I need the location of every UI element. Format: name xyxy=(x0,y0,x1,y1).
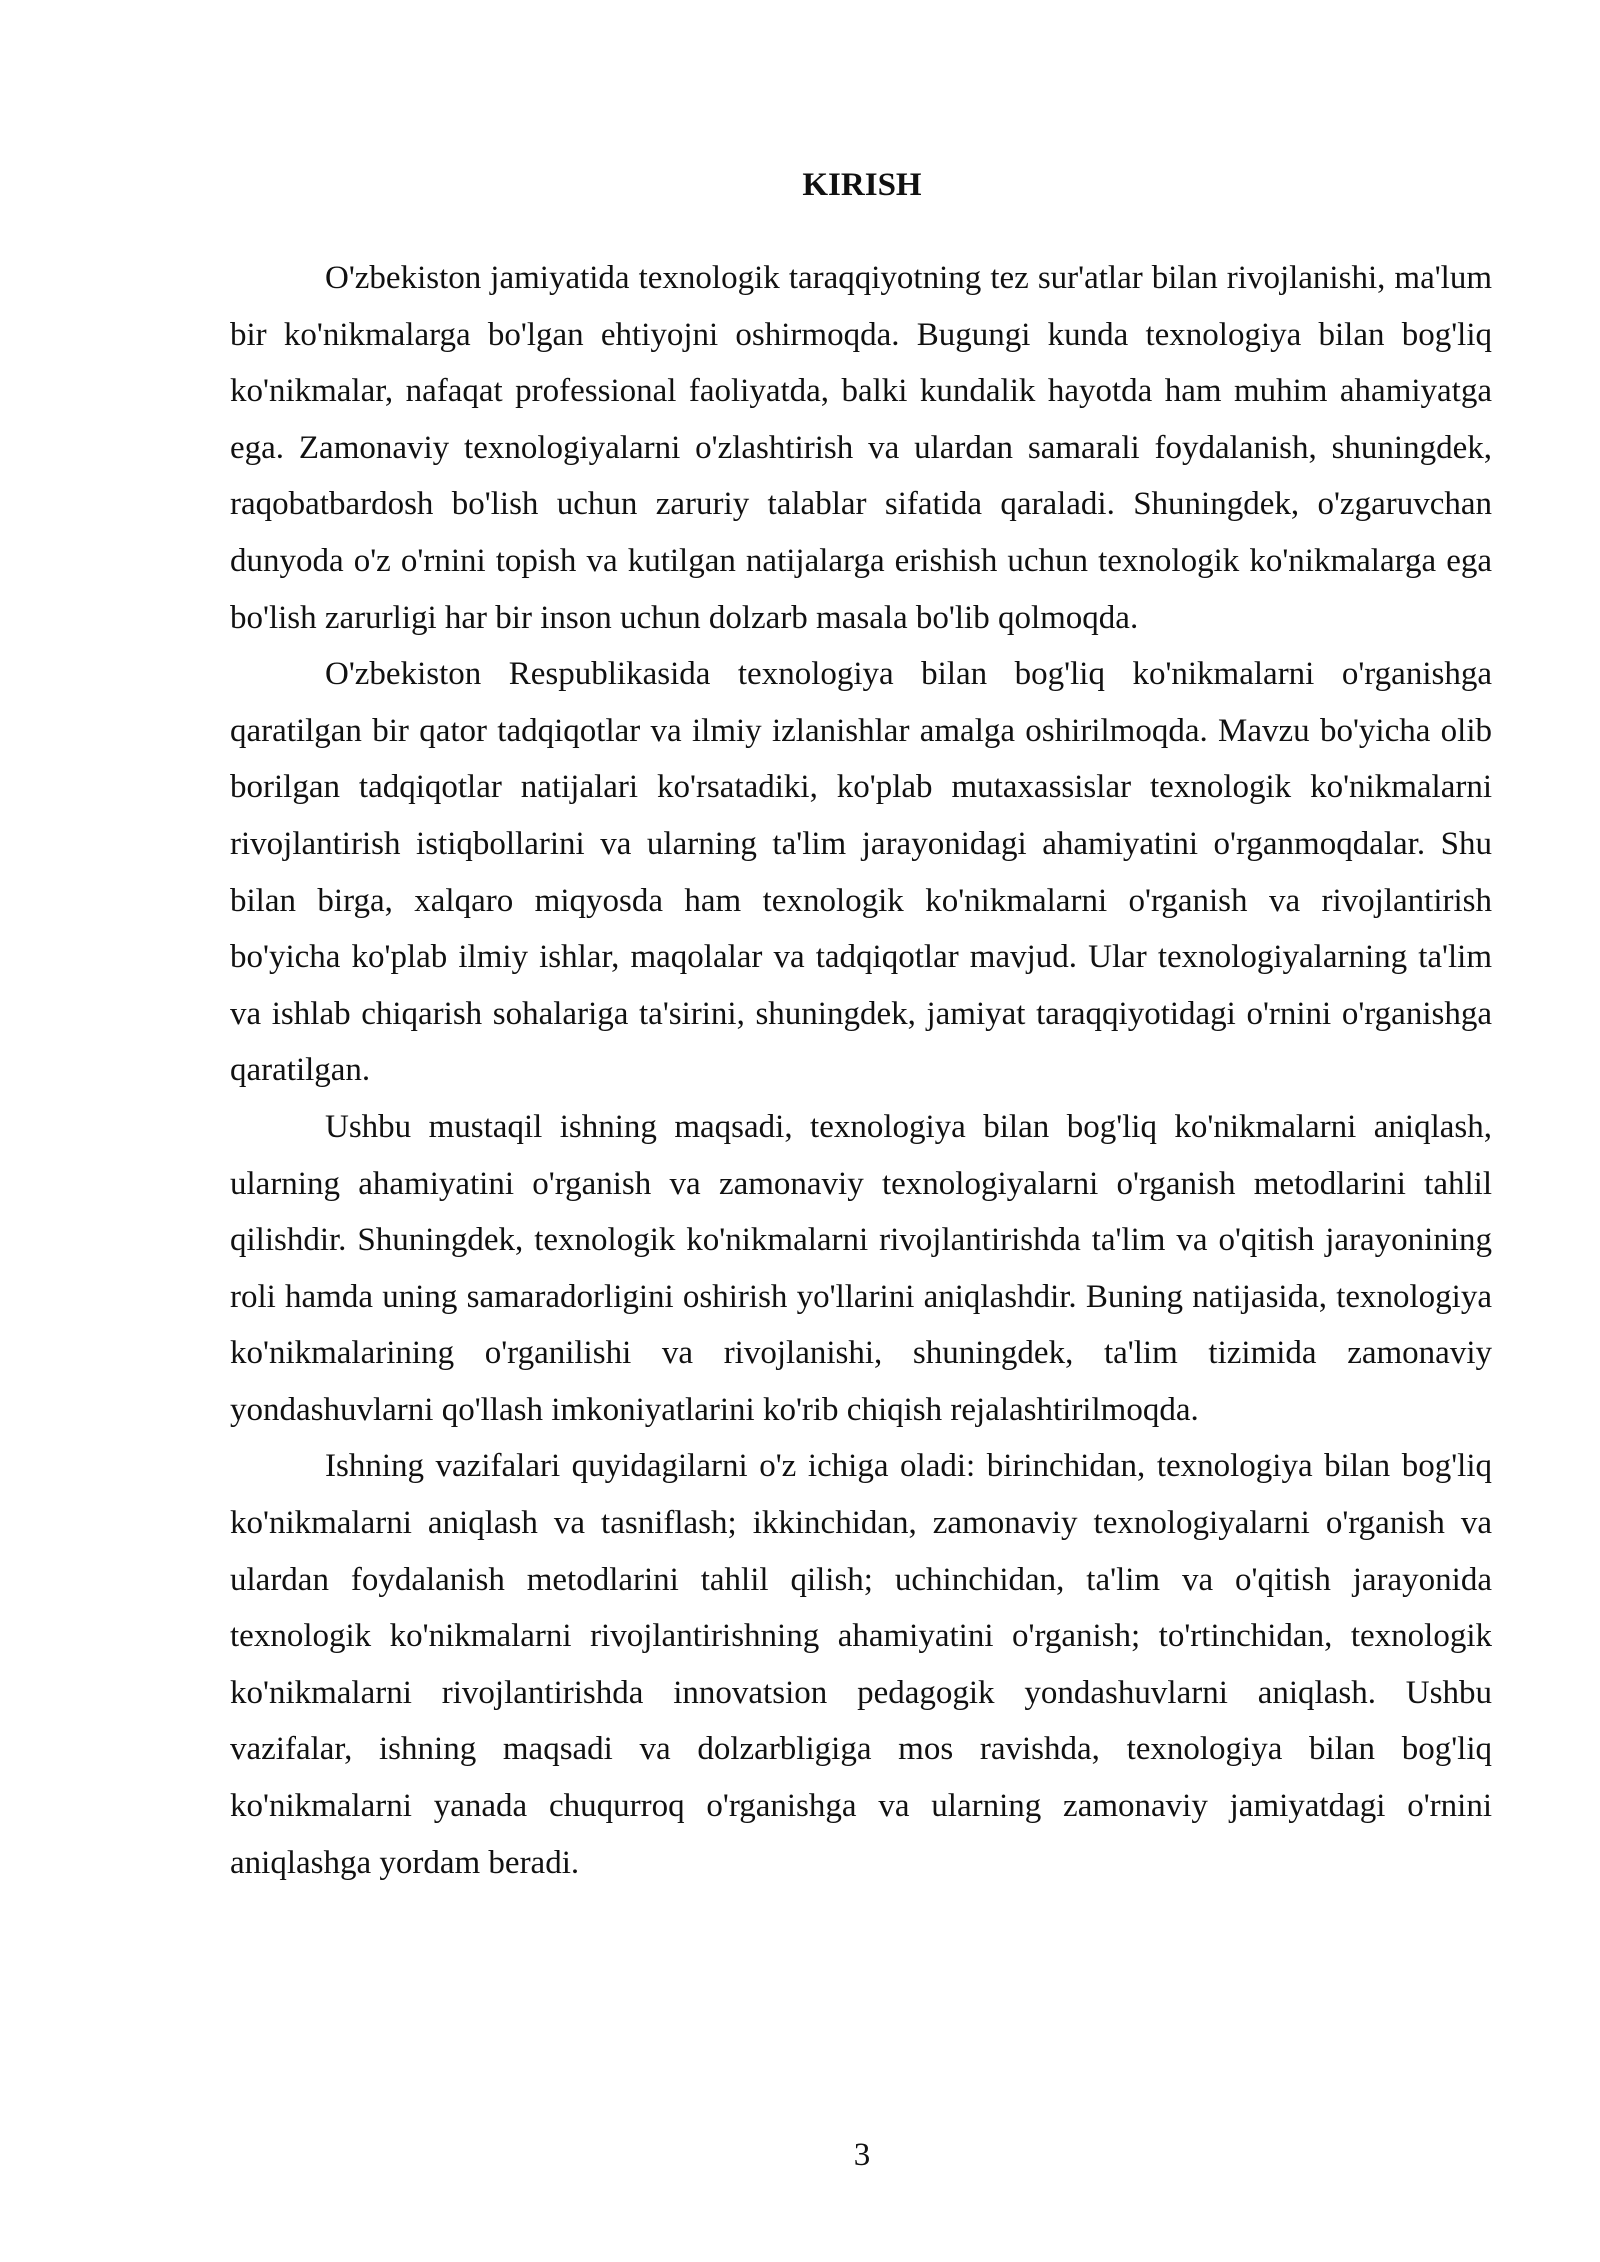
page-content xyxy=(230,162,1492,1891)
paragraph-3: Ushbu mustaqil ishning maqsadi, texnologiya bilan bog'liq ko'nikmalarni aniqlash, ularning ahamiyatini o'rganish va zamonaviy texnologiyalarni o'rganish metodlarini tahlil qilishdir. Shuningdek, texnologik ko'nikmalarni rivojlantirishda ta'lim va o'qitish jarayonining roli hamda uning samaradorligini oshirish yo'llarini aniqlashdir. Buning natijasida, texnologiya ko'nikmalarining o'rganilishi va rivojlanishi, shuningdek, ta'lim tizimida zamonaviy yondashuvlarni qo'llash imkoniyatlarini ko'rib chiqish rejalashtirilmoqda. xyxy=(230,1108,1492,1428)
paragraph-4: Ishning vazifalari quyidagilarni o'z ichiga oladi: birinchidan, texnologiya bilan bog'liq ko'nikmalarni aniqlash va tasniflash; ikkinchidan, zamonaviy texnologiyalarni o'rganish va ulardan foydalanish metodlarini tahlil qilish; uchinchidan, ta'lim va o'qitish jarayonida texnologik ko'nikmalarni rivojlantirishning ahamiyatini o'rganish; to'rtinchidan, texnologik ko'nikmalarni rivojlantirishda innovatsion pedagogik yondashuvlarni aniqlash. Ushbu vazifalar, ishning maqsadi va dolzarbligiga mos ravishda, texnologiya bilan bog'liq ko'nikmalarni yanada chuqurroq o'rganishga va ularning zamonaviy jamiyatdagi o'rnini aniqlashga yordam beradi. xyxy=(230,1448,1492,1881)
section-title: KIRISH xyxy=(802,167,922,203)
page-number: 3 xyxy=(853,2137,871,2173)
paragraph-2: O'zbekiston Respublikasida texnologiya bilan bog'liq ko'nikmalarni o'rganishga qaratilgan bir qator tadqiqotlar va ilmiy izlanishlar amalga oshirilmoqda. Mavzu bo'yicha olib borilgan tadqiqotlar natijalari ko'rsatadiki, ko'plab mutaxassislar texnologik ko'nikmalarni rivojlantirish istiqbollarini va ularning ta'lim jarayonidagi ahamiyatini o'rganmoqdalar. Shu bilan birga, xalqaro miqyosda ham texnologik ko'nikmalarni o'rganish va rivojlantirish bo'yicha ko'plab ilmiy ishlar, maqolalar va tadqiqotlar mavjud. Ular texnologiyalarning ta'lim va ishlab chiqarish sohalariga ta'sirini, shuningdek, jamiyat taraqqiyotidagi o'rnini o'rganishga qaratilgan. xyxy=(230,656,1492,1089)
paragraph-1: O'zbekiston jamiyatida texnologik taraqqiyotning tez sur'atlar bilan rivojlanishi, ma'lum bir ko'nikmalarga bo'lgan ehtiyojni oshirmoqda. Bugungi kunda texnologiya bilan bog'liq ko'nikmalar, nafaqat professional faoliyatda, balki kundalik hayotda ham muhim ahamiyatga ega. Zamonaviy texnologiyalarni o'zlashtirish va ulardan samarali foydalanish, shuningdek, raqobatbardosh bo'lish uchun zaruriy talablar sifatida qaraladi. Shuningdek, o'zgaruvchan dunyoda o'z o'rnini topish va kutilgan natijalarga erishish uchun texnologik ko'nikmalarga ega bo'lish zarurligi har bir inson uchun dolzarb masala bo'lib qolmoqda. xyxy=(230,260,1492,636)
